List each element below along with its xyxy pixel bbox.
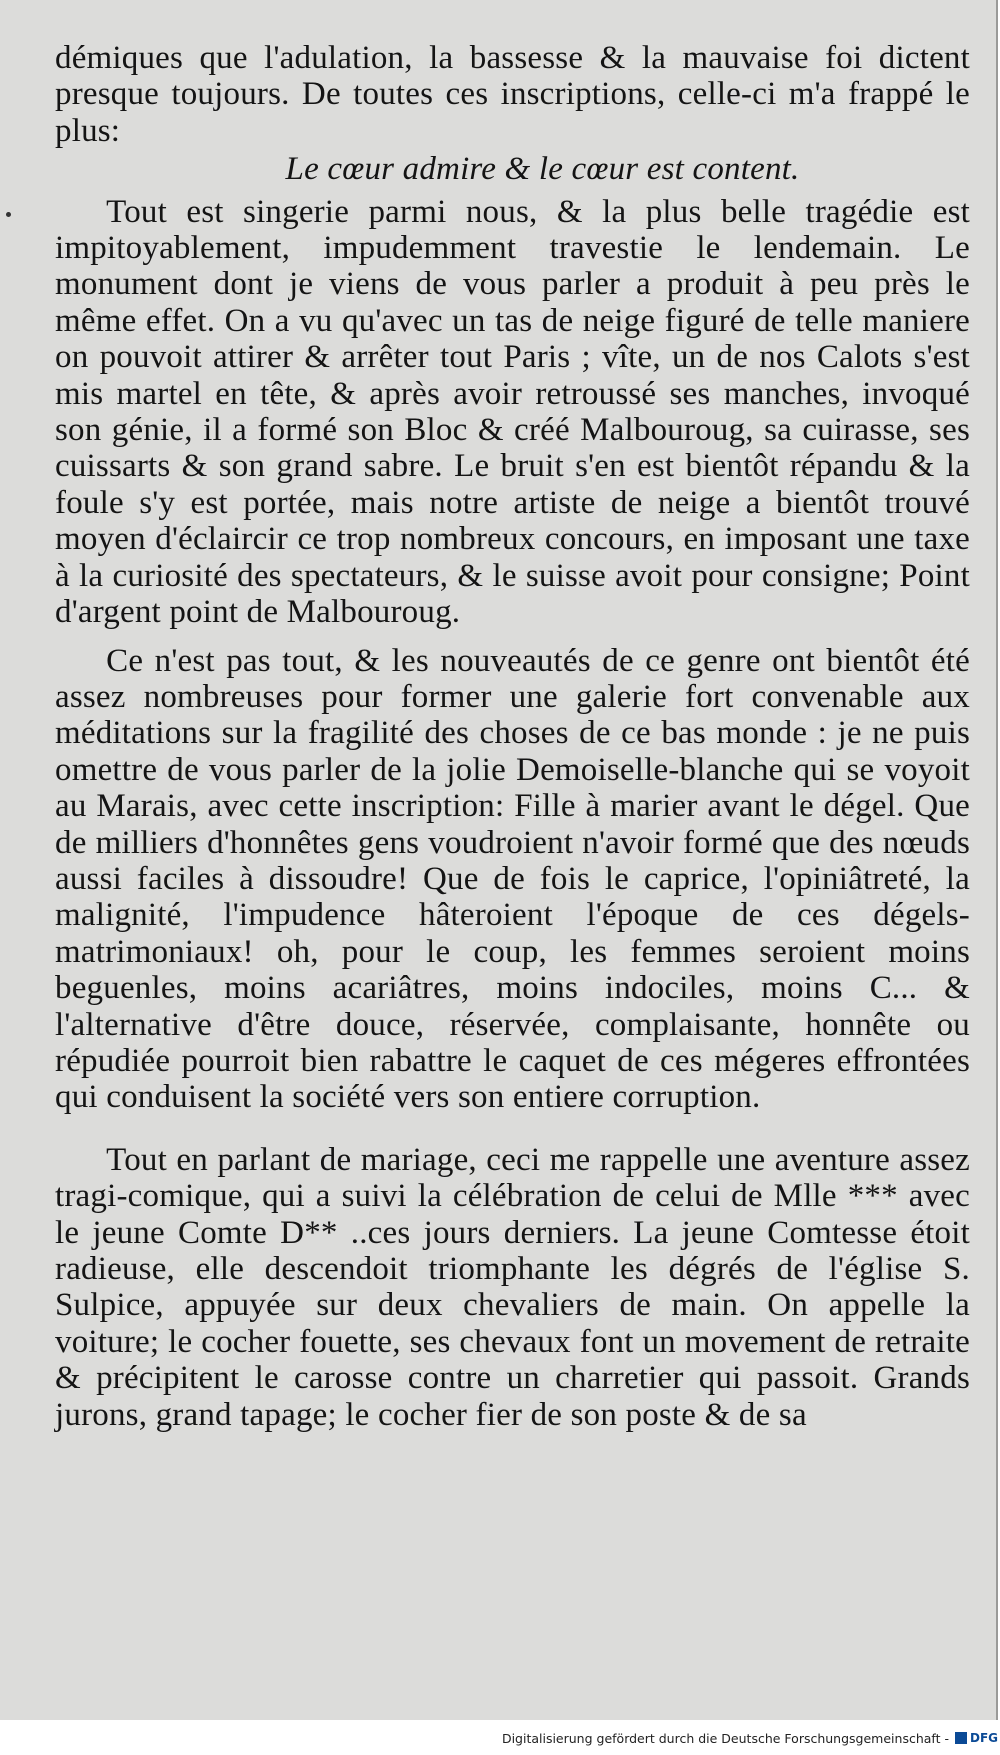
margin-mark	[6, 212, 11, 217]
paragraph-3: Tout en parlant de mariage, ceci me rappelle une aventure assez tragi-comique, qui a suivi la célébration de celui de Mlle *** avec le jeune Comte D** ..ces jours derniers. La jeune Comtesse étoit radieuse, elle descendoit triomphante les dégrés de l'église S. Sulpice, appuyée sur deux chevaliers de main. On appelle la voiture; le cocher fouette, ses chevaux font un movement de retraite & précipitent le carosse contre un charretier qui passoit. Grands jurons, grand tapage; le cocher fier de son poste & de sa	[55, 1141, 970, 1433]
intro-paragraph: démiques que l'adulation, la bassesse & la mauvaise foi dictent presque toujours. De toutes ces inscriptions, celle-ci m'a frappé le plus:	[55, 40, 970, 149]
dfg-logo	[955, 1731, 998, 1745]
dfg-logo-icon	[955, 1732, 967, 1744]
digitization-footer	[502, 1725, 998, 1751]
paragraph-2: Ce n'est pas tout, & les nouveautés de ce genre ont bientôt été assez nombreuses pour former une galerie fort convenable aux méditations sur la fragilité des choses de ce bas monde : je ne puis omettre de vous parler de la jolie Demoiselle-blanche qui se voyoit au Marais, avec cette inscription: Fille à marier avant le dégel. Que de milliers d'honnêtes gens voudroient n'avoir formé que des nœuds aussi faciles à dissoudre! Que de fois le caprice, l'opiniâtreté, la malignité, l'impudence hâteroient l'époque de ces dégels-matrimoniaux! oh, pour le coup, les femmes seroient moins beguenles, moins acariâtres, moins indociles, moins C... & l'alternative d'être douce, réservée, complaisante, honnête ou répudiée pourroit bien rabattre le caquet de ces mégeres effrontées qui conduisent la société vers son entiere corruption.	[55, 642, 970, 1116]
paragraph-1: Tout est singerie parmi nous, & la plus belle tragédie est impitoyablement, impudemment travestie le lendemain. Le monument dont je viens de vous parler a produit à peu près le même effet. On a vu qu'avec un tas de neige figuré de telle maniere on pouvoit attirer & arrêter tout Paris ; vîte, un de nos Calots s'est mis martel en tête, & après avoir retroussé ses manches, invoqué son génie, il a formé son Bloc & créé Malbouroug, sa cuirasse, ses cuissarts & son grand sabre. Le bruit s'en est bientôt répandu & la foule s'y est portée, mais notre artiste de neige a bientôt trouvé moyen d'éclaircir ce trop nombreux concours, en imposant une taxe à la curiosité des spectateurs, & le suisse avoit pour consigne; Point d'argent point de Malbouroug.	[55, 193, 970, 631]
footer-credit: Digitalisierung gefördert durch die Deutsche Forschungsgemeinschaft -	[501, 1730, 949, 1746]
motto-line: Le cœur admire & le cœur est content.	[285, 151, 800, 188]
dfg-logo-text: DFG	[969, 1731, 998, 1745]
page-text	[55, 40, 970, 1433]
